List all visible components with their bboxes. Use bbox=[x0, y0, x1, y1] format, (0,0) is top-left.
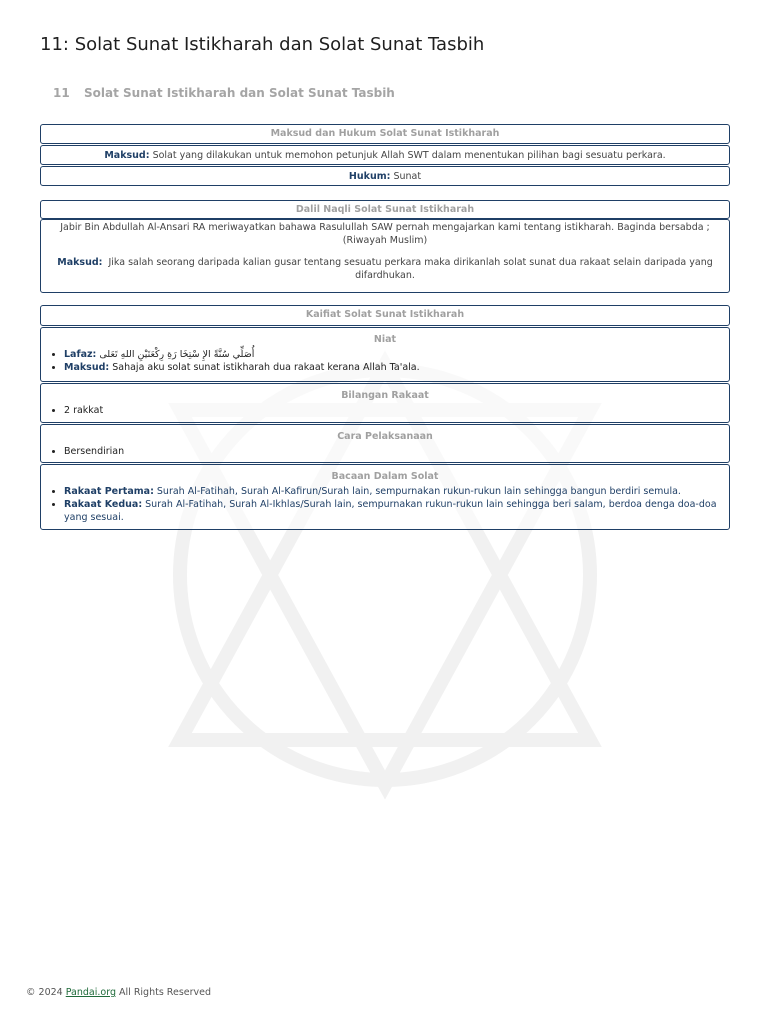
list-item: • 2 rakkat bbox=[64, 404, 729, 417]
footer-rights: All Rights Reserved bbox=[119, 987, 212, 998]
cara-title: Cara Pelaksanaan bbox=[337, 431, 433, 442]
rakaat-kedua-label: Rakaat Kedua: bbox=[64, 499, 143, 510]
footer-link[interactable]: Pandai.org bbox=[65, 987, 116, 998]
niat-maksud-label: Maksud: bbox=[64, 362, 110, 373]
rakaat-kedua-text: Surah Al-Fatihah, Surah Al-Ikhlas/Surah lain, sempurnakan rukun-rukun lain sehingga beri salam, berdoa denga doa-doa yang sesuai. bbox=[64, 499, 717, 523]
section-number: 11 bbox=[53, 86, 70, 100]
hukum-label: Hukum: bbox=[348, 171, 391, 182]
rakaat-pertama-label: Rakaat Pertama: bbox=[64, 486, 154, 497]
maksud-hukum-header-box bbox=[40, 124, 730, 144]
bacaan-list bbox=[41, 485, 729, 524]
cara-box bbox=[40, 424, 730, 463]
niat-list bbox=[41, 348, 729, 374]
dalil-header-box bbox=[40, 200, 730, 219]
bilangan-list bbox=[41, 404, 729, 417]
footer bbox=[26, 987, 211, 998]
bacaan-box bbox=[40, 464, 730, 530]
dalil-content bbox=[40, 219, 730, 293]
list-item: • Bersendirian bbox=[64, 445, 729, 458]
dalil-header: Dalil Naqli Solat Sunat Istikharah bbox=[295, 204, 475, 215]
bilangan-box bbox=[40, 383, 730, 423]
list-item bbox=[64, 485, 729, 498]
list-item bbox=[64, 361, 729, 374]
hukum-text: Sunat bbox=[393, 171, 422, 182]
maksud-label: Maksud: bbox=[104, 150, 150, 161]
niat-maksud-text: Sahaja aku solat sunat istikharah dua rakaat kerana Allah Ta'ala. bbox=[112, 362, 420, 373]
maksud-text: Solat yang dilakukan untuk memohon petunjuk Allah SWT dalam menentukan pilihan bagi sesuatu perkara. bbox=[152, 150, 666, 161]
list-item bbox=[64, 348, 729, 361]
dalil-text: Jabir Bin Abdullah Al-Ansari RA meriwayatkan bahawa Rasulullah SAW pernah mengajarkan kami tentang istikharah. Baginda bersabda ; (Riwayah Muslim) bbox=[60, 222, 710, 246]
niat-title: Niat bbox=[373, 334, 397, 345]
dalil-maksud-label: Maksud: bbox=[57, 257, 103, 268]
lafaz-arabic: أُصَلِّي سُنَّةً الإِ سْتِخَا رَةِ رِكْعَتَيْنِ اللهِ تَعَلى bbox=[99, 349, 255, 360]
page-title: 11: Solat Sunat Istikharah dan Solat Sunat Tasbih bbox=[40, 34, 485, 55]
niat-box bbox=[40, 327, 730, 382]
list-item bbox=[64, 498, 729, 524]
maksud-row bbox=[40, 145, 730, 165]
dalil-maksud-text: Jika salah seorang daripada kalian gusar tentang sesuatu perkara maka dirikanlah solat sunat dua rakaat selain daripada yang difardhukan. bbox=[108, 257, 713, 281]
section-subtitle-text: Solat Sunat Istikharah dan Solat Sunat Tasbih bbox=[84, 86, 395, 100]
kaifiat-header-box bbox=[40, 305, 730, 326]
footer-copyright: © 2024 bbox=[26, 987, 63, 998]
bilangan-title: Bilangan Rakaat bbox=[341, 390, 429, 401]
lafaz-label: Lafaz: bbox=[64, 349, 97, 360]
section-subtitle bbox=[53, 86, 395, 100]
rakaat-pertama-text: Surah Al-Fatihah, Surah Al-Kafirun/Surah lain, sempurnakan rukun-rukun lain sehingga bangun berdiri semula. bbox=[156, 486, 681, 497]
maksud-hukum-header: Maksud dan Hukum Solat Sunat Istikharah bbox=[270, 128, 500, 139]
cara-list bbox=[41, 445, 729, 458]
hukum-row bbox=[40, 166, 730, 186]
kaifiat-header: Kaifiat Solat Sunat Istikharah bbox=[305, 309, 465, 320]
bacaan-title: Bacaan Dalam Solat bbox=[331, 471, 439, 482]
